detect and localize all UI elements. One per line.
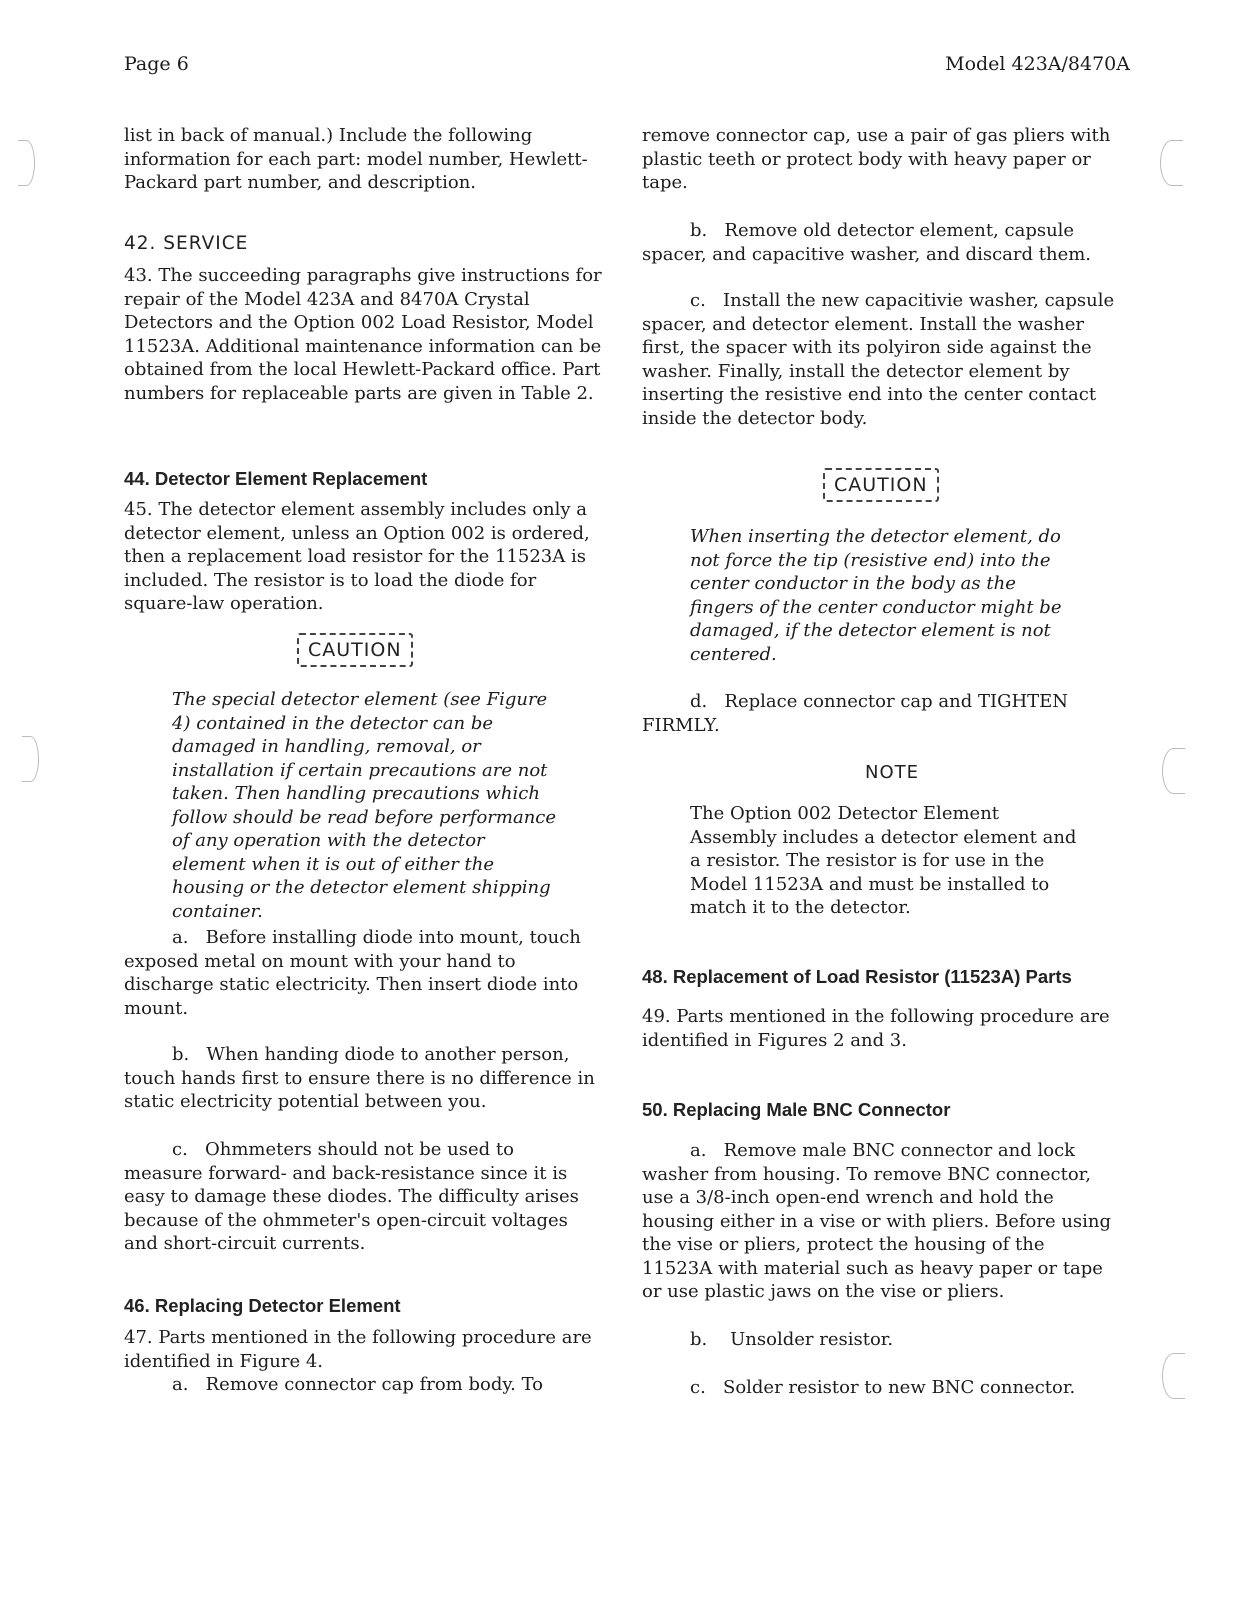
- section-heading-48: 48. Replacement of Load Resistor (11523A) Parts: [642, 966, 1072, 987]
- step-text: Remove male BNC connector and lock washer from housing. To remove BNC connector, use a 3/8-inch open-end wrench and hold the housing either in a vise or with pliers. Before using the vise or pliers, protect the housing of the 11523A with material such as heavy paper or tape or use plastic jaws on the vise or pliers.: [642, 1140, 1112, 1302]
- handling-step-c: [124, 1138, 596, 1256]
- step-label: c.: [172, 1139, 188, 1160]
- page-number: Page 6: [124, 53, 189, 75]
- procedure-step-d: [642, 690, 1112, 737]
- binder-hole-mark: [18, 140, 35, 186]
- caution-text: When inserting the detector element, do not force the tip (resistive end) into the center conductor in the body as the fingers of the center conductor might be damaged, if the detector element is not centered.: [690, 526, 1062, 665]
- step-label: b.: [690, 1329, 708, 1350]
- step-label: a.: [690, 1140, 707, 1161]
- step-text: Remove old detector element, capsule spacer, and capacitive washer, and discard them.: [642, 220, 1092, 265]
- step-text: Install the new capacitivie washer, capsule spacer, and detector element. Install the washer first, the spacer with its polyiron side against the washer. Finally, install the detector element by inserting the resistive end into the center contact inside the detector body.: [642, 290, 1115, 429]
- handling-step-a: [124, 926, 596, 1020]
- step-label: b.: [690, 220, 708, 241]
- step-text: Before installing diode into mount, touch exposed metal on mount with your hand to discharge static electricity. Then insert diode into mount.: [124, 927, 581, 1019]
- paragraph-45: 45. The detector element assembly includes only a detector element, unless an Option 002 is ordered, then a replacement load resistor for the 11523A is included. The resistor is to load the diode for square-law operation.: [124, 499, 590, 614]
- step-label: d.: [690, 691, 708, 712]
- caution-box: CAUTION: [297, 633, 413, 667]
- caution-text: The special detector element (see Figure 4) contained in the detector can be damaged in handling, removal, or installation if certain precautions are not taken. Then handling precautions which follow should be read before performance of any operation with the detector element when it is out of either the housing or the detector element shipping container.: [172, 689, 557, 922]
- intro-paragraph: list in back of manual.) Include the following information for each part: model number, Hewlett-Packard part number, and description.: [124, 125, 588, 193]
- step-label: a.: [172, 927, 189, 948]
- section-heading-46: 46. Replacing Detector Element: [124, 1295, 401, 1316]
- procedure-step-b: [642, 219, 1112, 266]
- section-heading-44: 44. Detector Element Replacement: [124, 468, 428, 489]
- binder-hole-mark: [22, 736, 39, 782]
- paragraph-49: 49. Parts mentioned in the following procedure are identified in Figures 2 and 3.: [642, 1006, 1110, 1051]
- note-text: The Option 002 Detector Element Assembly includes a detector element and a resistor. The resistor is for use in the Model 11523A and must be installed to match it to the detector.: [690, 803, 1077, 918]
- paragraph-47: 47. Parts mentioned in the following procedure are identified in Figure 4.: [124, 1327, 592, 1372]
- step-text: Replace connector cap and TIGHTEN FIRMLY.: [642, 691, 1069, 736]
- step-text: Ohmmeters should not be used to measure forward- and back-resistance since it is easy to damage these diodes. The difficulty arises because of the ohmmeter's open-circuit voltages and short-circuit currents.: [124, 1139, 579, 1254]
- step-text: Solder resistor to new BNC connector.: [722, 1377, 1076, 1398]
- step-label: c.: [690, 1377, 706, 1398]
- procedure-step-c: [642, 289, 1120, 430]
- binder-hole-mark: [1162, 748, 1185, 794]
- step-text: Remove connector cap from body. To: [205, 1374, 544, 1395]
- continued-paragraph: remove connector cap, use a pair of gas pliers with plastic teeth or protect body with heavy paper or tape.: [642, 125, 1111, 193]
- note-heading: NOTE: [865, 762, 920, 783]
- step-text: When handing diode to another person, touch hands first to ensure there is no difference in static electricity potential between you.: [124, 1044, 595, 1112]
- step-label: a.: [172, 1374, 189, 1395]
- section-heading-42: 42. SERVICE: [124, 233, 249, 254]
- section-heading-50: 50. Replacing Male BNC Connector: [642, 1099, 951, 1120]
- binder-hole-mark: [1160, 140, 1183, 186]
- paragraph-43: 43. The succeeding paragraphs give instructions for repair of the Model 423A and 8470A Crystal Detectors and the Option 002 Load Resistor, Model 11523A. Additional maintenance information can be obtained from the local Hewlett-Packard office. Part numbers for replaceable parts are given in Table 2.: [124, 265, 602, 404]
- binder-hole-mark: [1162, 1353, 1185, 1399]
- handling-step-b: [124, 1043, 596, 1114]
- procedure-step-50a: [642, 1139, 1114, 1304]
- procedure-step-50c: [690, 1376, 1110, 1400]
- step-label: c.: [690, 290, 706, 311]
- caution-box: CAUTION: [823, 468, 939, 502]
- model-header: Model 423A/8470A: [945, 53, 1130, 75]
- procedure-step-50b: [690, 1328, 1090, 1352]
- step-text: Unsolder resistor.: [730, 1329, 894, 1350]
- step-label: b.: [172, 1044, 190, 1065]
- procedure-step-a: [172, 1373, 592, 1397]
